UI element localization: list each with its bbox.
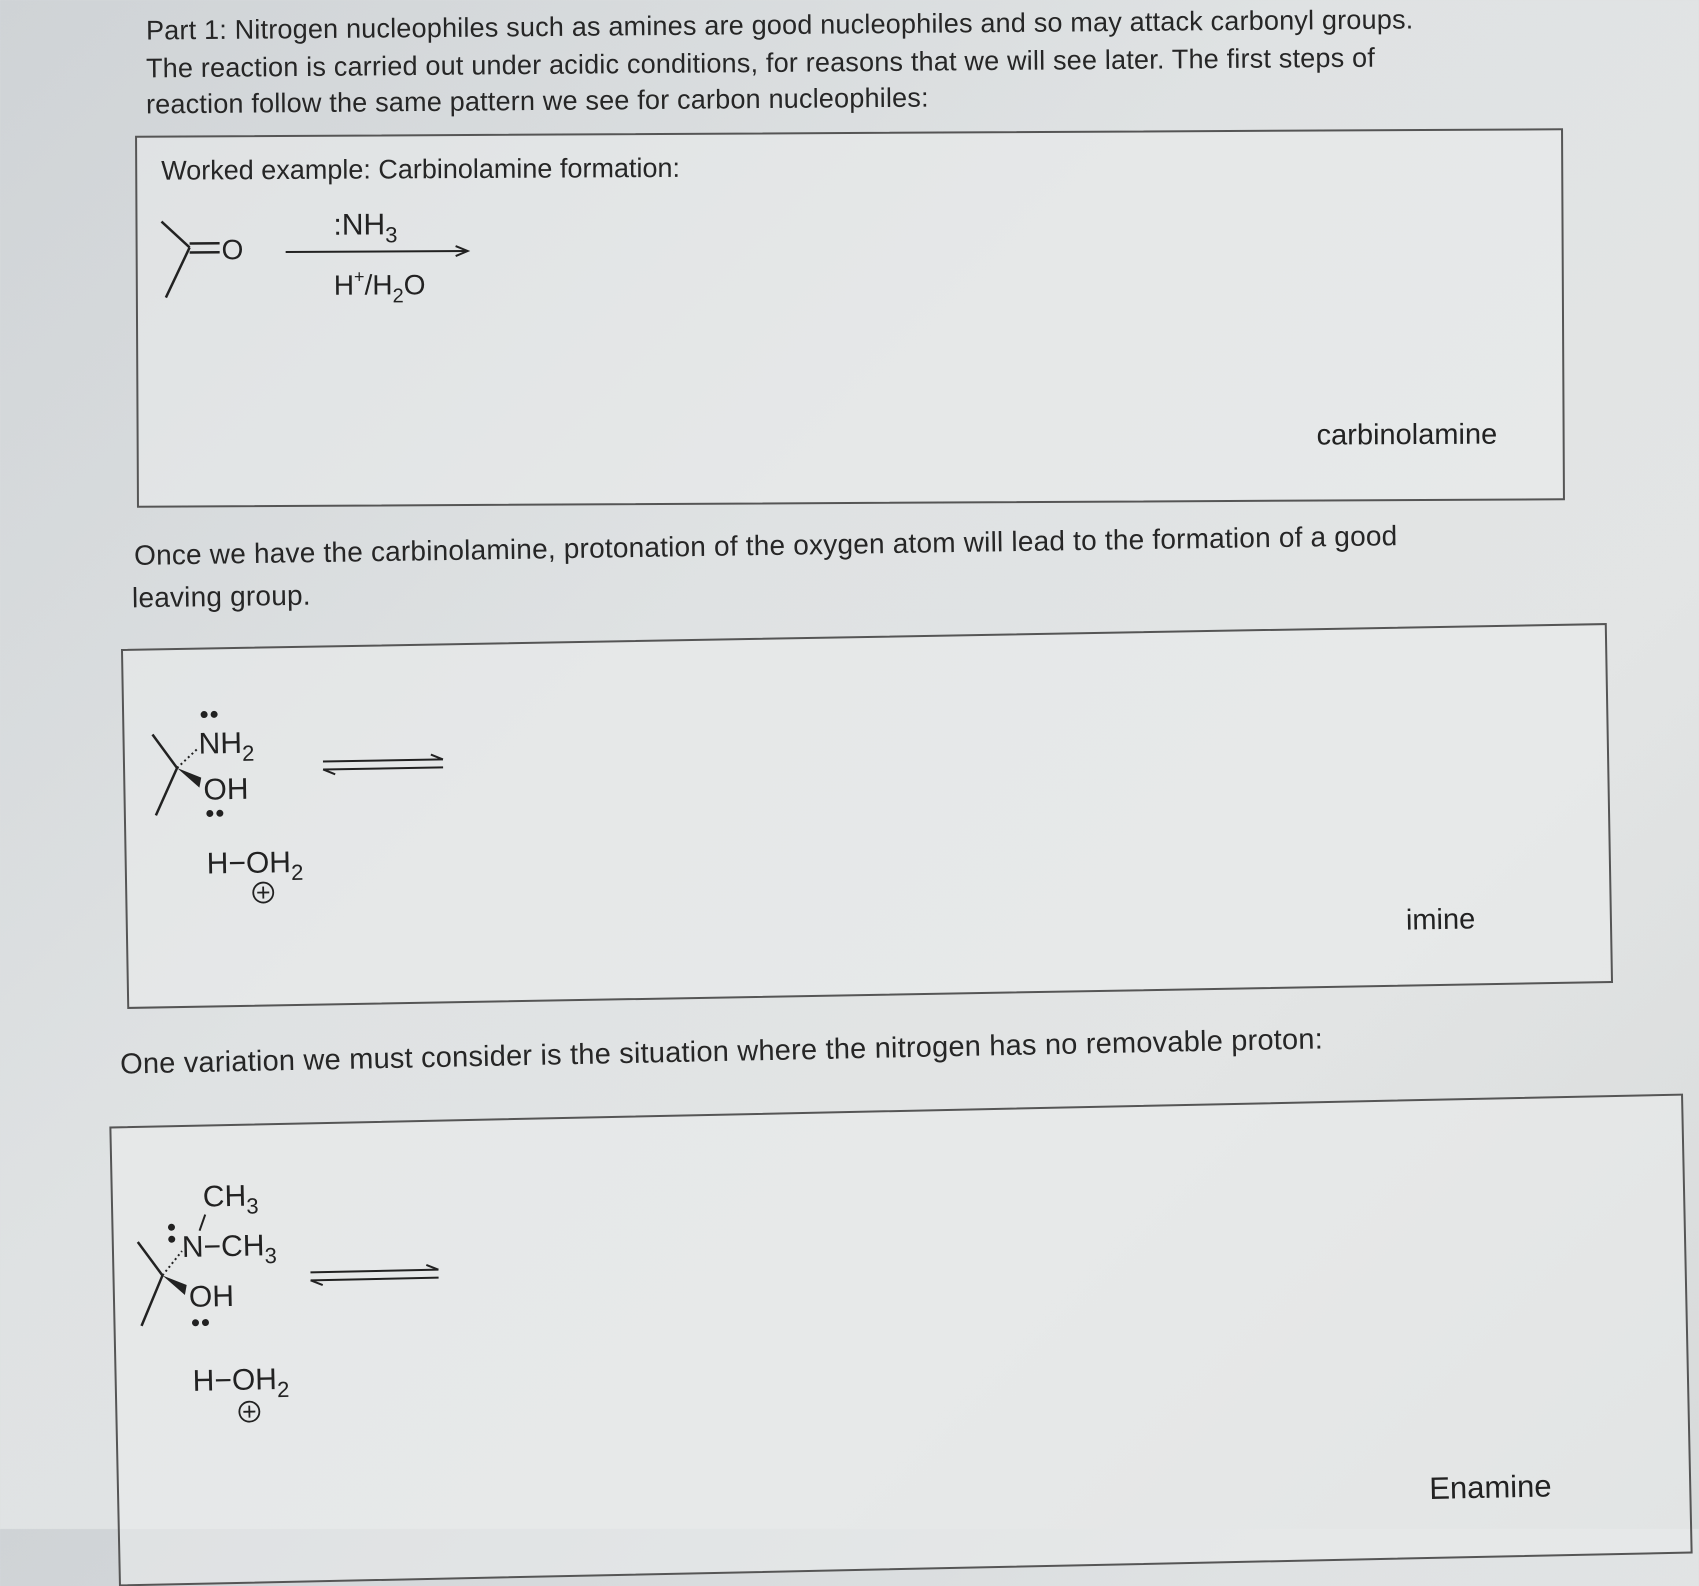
oxygen-lone-pair-dot-1 (206, 810, 213, 817)
hashed-bond-to-nitrogen (162, 1251, 182, 1275)
skeleton-bond-lower (140, 1275, 163, 1325)
enamine-label: Enamine (1429, 1468, 1552, 1507)
oxygen-lone-pair-dot-1 (192, 1319, 199, 1326)
imine-formation-box (121, 623, 1613, 1009)
skeleton-bond-lower (155, 768, 178, 815)
hydronium-reagent: $H-OH_2$ (206, 846, 303, 887)
dimethylamine-group: $N-CH_3$ (182, 1229, 278, 1270)
hashed-bond-to-nitrogen (177, 748, 199, 768)
carbonyl-bond-upper (161, 221, 189, 247)
middle-line-1: Once we have the carbinolamine, protonation of the oxygen atom will lead to the formation of a good (134, 517, 1398, 575)
reagent-acid-water: $H^+/H_2O$ (334, 266, 426, 307)
nitrogen-lone-pair-dot-1 (168, 1224, 175, 1231)
equilibrium-arrow-reverse (323, 767, 443, 769)
carbonyl-oxygen: O (222, 234, 244, 265)
nitrogen-lone-pair-dot-2 (211, 711, 218, 718)
carbonyl-bond-lower (166, 247, 190, 297)
amine-group: $NH_2$ (198, 727, 254, 767)
middle-line-2: leaving group. (132, 577, 311, 618)
skeleton-bond-upper (138, 1241, 163, 1275)
oxygen-lone-pair-dot-2 (216, 810, 223, 817)
wedge-bond-to-oxygen (177, 768, 201, 788)
oxygen-lone-pair-dot-2 (202, 1319, 209, 1326)
worked-example-title: Worked example: Carbinolamine formation: (161, 153, 680, 187)
variation-text: One variation we must consider is the situation where the nitrogen has no removable proton: (120, 1020, 1324, 1083)
wedge-bond-to-oxygen (162, 1275, 186, 1295)
carbinolamine-label: carbinolamine (1317, 419, 1498, 453)
intro-line-3: reaction follow the same pattern we see for carbon nucleophiles: (146, 79, 929, 124)
methyl-group-top: $CH_3$ (203, 1179, 259, 1219)
intro-line-2: The reaction is carried out under acidic conditions, for reasons that we will see later. The first steps of (146, 39, 1375, 88)
equilibrium-arrow-forward (310, 1270, 438, 1273)
carbonyl-reaction-scheme (137, 135, 658, 338)
hydronium-reagent: $H-OH_2$ (192, 1363, 289, 1404)
nitrogen-lone-pair-dot-1 (201, 711, 208, 718)
enamine-formation-box (109, 1094, 1692, 1586)
carbinolamine-protonation-scheme (123, 642, 648, 941)
tertiary-amine-protonation-scheme (111, 1117, 678, 1469)
nitrogen-methyl-bond-top (199, 1215, 205, 1231)
intro-line-1: Part 1: Nitrogen nucleophiles such as amines are good nucleophiles and so may attack carbonyl groups. (146, 0, 1414, 49)
hydroxyl-group: OH (203, 773, 249, 807)
reaction-arrow (286, 251, 468, 252)
skeleton-bond-upper (152, 734, 177, 768)
hydroxyl-group: OH (189, 1280, 235, 1314)
equilibrium-arrow-reverse (311, 1278, 439, 1281)
reagent-ammonia: $:NH_3$ (333, 208, 397, 247)
imine-label: imine (1406, 903, 1476, 937)
equilibrium-arrow-forward (323, 759, 443, 761)
nitrogen-lone-pair-dot-2 (168, 1236, 175, 1243)
worked-example-box (135, 128, 1565, 507)
